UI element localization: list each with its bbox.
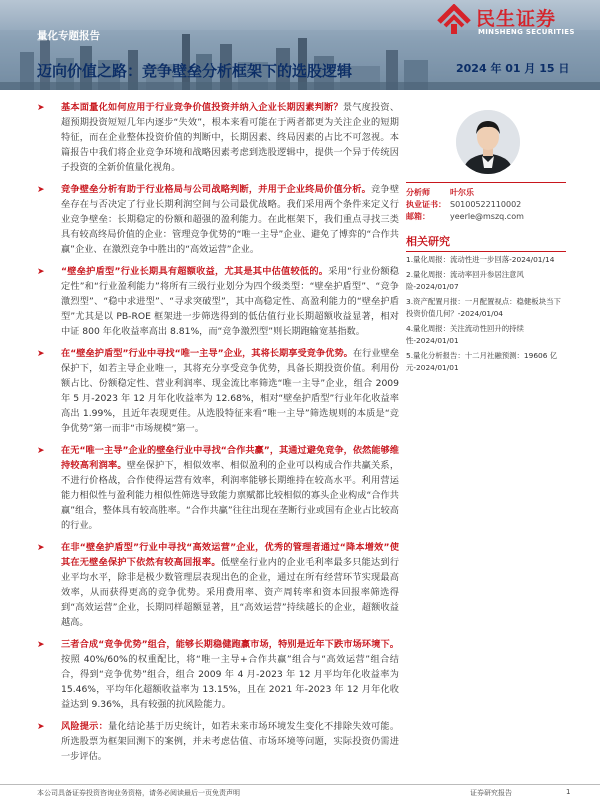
cert-number: S0100522110002 xyxy=(450,200,522,209)
bullet-arrow-icon: ➤ xyxy=(37,185,45,195)
paragraph-text: 壁垒保护下，相似效率、相似盈利的企业可以构成合作共赢关系，不进行价格战，合作使得运营有效率，利润率能够长期维持在较高水平。利用营运能力相似性与盈利能力相似性筛选导致能力禀赋都比较相似的寡头企业构成“合作共赢”组合，整体具有较高胜率。“合作共赢”往往出现在垄断行业或国有企业占比较高的行业。 xyxy=(61,460,400,531)
report-date: 2024 年 01 月 15 日 xyxy=(456,62,570,75)
analyst-email[interactable]: yeerle@mszq.com xyxy=(450,212,524,221)
logo-cn-text: 民生证券 xyxy=(476,8,557,30)
paragraph-highlight: “壁垒护盾型”行业长期具有超额收益，尤其是其中估值较低的。 xyxy=(61,266,329,277)
footer-report-label: 证券研究报告 xyxy=(470,789,512,797)
summary-paragraph xyxy=(37,264,399,339)
analyst-info xyxy=(406,187,566,223)
cert-label: 执业证书： xyxy=(406,200,446,209)
bullet-arrow-icon: ➤ xyxy=(37,349,45,359)
header-banner xyxy=(0,0,600,90)
report-type: 量化专题报告 xyxy=(37,30,100,42)
bullet-arrow-icon: ➤ xyxy=(37,267,45,277)
summary-paragraph xyxy=(37,637,399,712)
summary-paragraph xyxy=(37,540,399,630)
related-research-link[interactable]: 2.量化周报：流动率回升参居注意风险-2024/01/07 xyxy=(406,269,524,291)
summary-paragraph xyxy=(37,346,399,436)
summary-paragraph xyxy=(37,100,399,175)
sidebar-divider xyxy=(406,182,566,183)
analyst-portrait-image xyxy=(456,110,520,174)
paragraph-text: 采用“行业份额稳定性”和“行业盈利能力”将所有三级行业划分为四个级类型：“壁垒护盾型”、“竞争激烈型”、“稳中求进型”、“寻求突破型”，其中高稳定性、高盈利能力的“壁垒护盾型”尤其是以 PB-ROE 框架进一步筛选得到的低估值行业长期超额收益显著，相对中证 800 年化收益率高出 8.81%，而“竞争激烈型”则长期跑输宽基指数。 xyxy=(61,266,399,337)
related-research-title: 相关研究 xyxy=(406,233,566,252)
bullet-arrow-icon: ➤ xyxy=(37,543,45,553)
related-research-link[interactable]: 5.量化分析报告：十二月社融预测：19606 亿元-2024/01/01 xyxy=(406,350,558,372)
report-title: 迈向价值之路：竞争壁垒分析框架下的选股逻辑 xyxy=(37,62,353,80)
footer-disclaimer: 本公司具备证券投资咨询业务资格，请务必阅读最后一页免责声明 xyxy=(37,789,240,797)
bullet-arrow-icon: ➤ xyxy=(37,722,45,732)
bullet-arrow-icon: ➤ xyxy=(37,640,45,650)
paragraph-highlight: 基本面量化如何应用于行业竞争价值投资并纳入企业长期因素判断？ xyxy=(61,102,343,113)
company-logo xyxy=(436,4,596,40)
summary-paragraph xyxy=(37,182,399,257)
paragraph-text: 在行业壁垒保护下，如若主导企业唯一，其将充分享受竞争优势，具备长期投资价值。利用份额占比、份额稳定性、营业利润率、现金流比率筛选“唯一主导”企业，组合 2009 年 5 月-2023 年 12 月年化收益率为 12.68%，相对“壁垒护盾型”行业年化收益率高出 1.99%，且近年表现更佳。从选股特征来看“唯一主导”筛选规则的本质是“竞争优势”第一而非“市场规模”第一。 xyxy=(61,348,400,434)
paragraph-text: 按照 40%/60%的权重配比，将“唯一主导+合作共赢”组合与“高效运营”组合结合，得到“竞争优势”组合，组合 2009 年 4 月-2023 年 12 月平均年化收益率为 15.46%，平均年化超额收益率为 13.15%，且在 2021 年-2023 年 12 月年化收益达到 9.36%，具有较强的抗风险能力。 xyxy=(61,654,399,710)
paragraph-text: 景气度投资、超预期投资短短几年内逐步“失效”，根本来看可能在于两者都更为关注企业的短期特征，而在企业整体投资价值的判断中，长期因素、终局因素的占比不可忽视。本篇报告中我们将企业竞争环境和战略因素考虑到选股逻辑中，提供一个异于传统因子投资的全新价值量化视角。 xyxy=(61,102,400,173)
paragraph-highlight: 三者合成“竞争优势”组合，能够长期稳健跑赢市场，特别是近年下跌市场环境下。 xyxy=(61,639,399,650)
risk-warning-text: 量化结论基于历史统计，如若未来市场环境发生变化不排除失效可能。所选股票为框架回测下的案例，并未考虑估值、市场环境等问题，实际投资仍需进一步评估。 xyxy=(61,721,400,762)
page-number: 1 xyxy=(566,788,571,796)
paragraph-highlight: 竞争壁垒分析有助于行业格局与公司战略判断，并用于企业终局价值分析。 xyxy=(61,184,372,195)
page-footer xyxy=(0,784,600,800)
summary-paragraph xyxy=(37,443,399,533)
risk-warning-paragraph xyxy=(37,719,399,764)
analyst-name: 叶尔乐 xyxy=(450,188,474,197)
logo-mark-icon xyxy=(436,4,472,36)
paragraph-highlight: 在“壁垒护盾型”行业中寻找“唯一主导”企业，其将长期享受竞争优势。 xyxy=(61,348,353,359)
paragraph-text: 低壁垒行业内的企业毛利率最多只能达到行业平均水平，除非是极少数管理层表现出色的企业，通过在所有经营环节实现最高效率，从而获得更高的竞争优势。采用费用率、资产周转率和资本回报率筛选得到“高效运营”企业，长期同样超额显著，且“高效运营”持续越长的企业，超额收益越高。 xyxy=(61,557,400,628)
sidebar xyxy=(406,100,566,375)
bullet-arrow-icon: ➤ xyxy=(37,103,45,113)
logo-en-text: MINSHENG SECURITIES xyxy=(478,28,575,36)
summary-column xyxy=(37,100,399,771)
analyst-label: 分析师 xyxy=(406,188,430,197)
email-label: 邮箱： xyxy=(406,212,430,221)
related-research-link[interactable]: 4.量化周报：关注流动性回升的持续性-2024/01/01 xyxy=(406,323,524,345)
paragraph-highlight: 在无“唯一主导”企业的壁垒行业中寻找“合作共赢”，其通过避免竞争，依然能够维持较高利润率。 xyxy=(61,445,399,471)
paragraph-highlight: 在非“壁垒护盾型”行业中寻找“高效运营”企业，优秀的管理者通过“降本增效”使其在无壁垒保护下依然有较高回报率。 xyxy=(61,542,399,568)
related-research-link[interactable]: 3.资产配置月报：一月配置视点：稳健板块当下投资价值几何？-2024/01/04 xyxy=(406,296,561,318)
risk-warning-label: 风险提示： xyxy=(61,721,108,732)
analyst-photo xyxy=(456,110,520,174)
paragraph-text: 竞争壁垒存在与否决定了行业长期利润空间与公司最优战略。我们采用两个条件来定义行业竞争壁垒：长期稳定的份额和超强的盈利能力。在此框架下，我们重点寻找三类具有较高终局价值的企业：管理竞争优势的“唯一主导”企业、避免了博弈的“合作共赢”企业、在激烈竞争中胜出的“高效运营”企业。 xyxy=(61,184,400,255)
related-research-link[interactable]: 1.量化周报：流动性进一步回落-2024/01/14 xyxy=(406,255,555,264)
bullet-arrow-icon: ➤ xyxy=(37,446,45,456)
